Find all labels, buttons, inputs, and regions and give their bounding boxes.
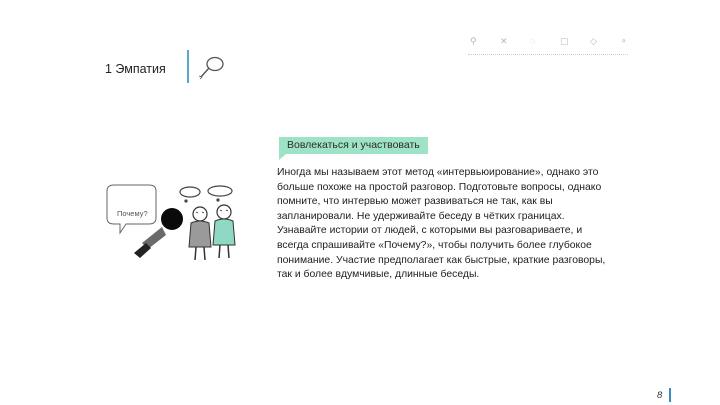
thought-bubble-right <box>208 186 232 196</box>
top-navigation <box>468 36 630 62</box>
nav-icon-6[interactable]: ⚬ <box>620 36 628 46</box>
interviewer-head <box>161 208 183 230</box>
nav-dotted-line <box>468 54 628 55</box>
search-icon <box>196 55 226 81</box>
speech-bubble-text: Почему? <box>117 209 148 218</box>
title-divider <box>187 50 189 83</box>
page-number: 8 <box>657 390 663 401</box>
nav-icon-2[interactable]: ✕ <box>500 36 508 46</box>
gray-figure-body <box>189 221 211 247</box>
body-paragraph: Иногда мы называем этот метод «интервьюирование», однако это больше похоже на простой разговор. Подготовьте вопросы, однако помните, что интервью может развиваться не так, как вы запланировали. Не удерживайте беседу в чётких границах. Узнавайте истории от людей, с которыми вы разговариваете, и всегда спрашивайте «Почему?», чтобы получить более глубокое понимание. Участие предполагает как быстрые, краткие разговоры, так и более вдумчивые, длинные беседы. <box>277 167 606 281</box>
green-figure-body <box>213 219 235 245</box>
nav-icon-4[interactable]: ▢ <box>560 36 569 46</box>
callout-label: Вовлекаться и участвовать <box>279 137 428 154</box>
interview-illustration <box>104 183 249 263</box>
callout-tail <box>279 154 286 160</box>
page-number-bar <box>669 388 671 402</box>
thought-bubble-left <box>180 187 200 197</box>
nav-icon-5[interactable]: ◇ <box>590 36 597 46</box>
section-title: 1 Эмпатия <box>105 62 166 76</box>
nav-icon-3[interactable]: ◌ <box>530 36 536 46</box>
nav-icon-1[interactable]: ⚲ <box>470 36 477 46</box>
